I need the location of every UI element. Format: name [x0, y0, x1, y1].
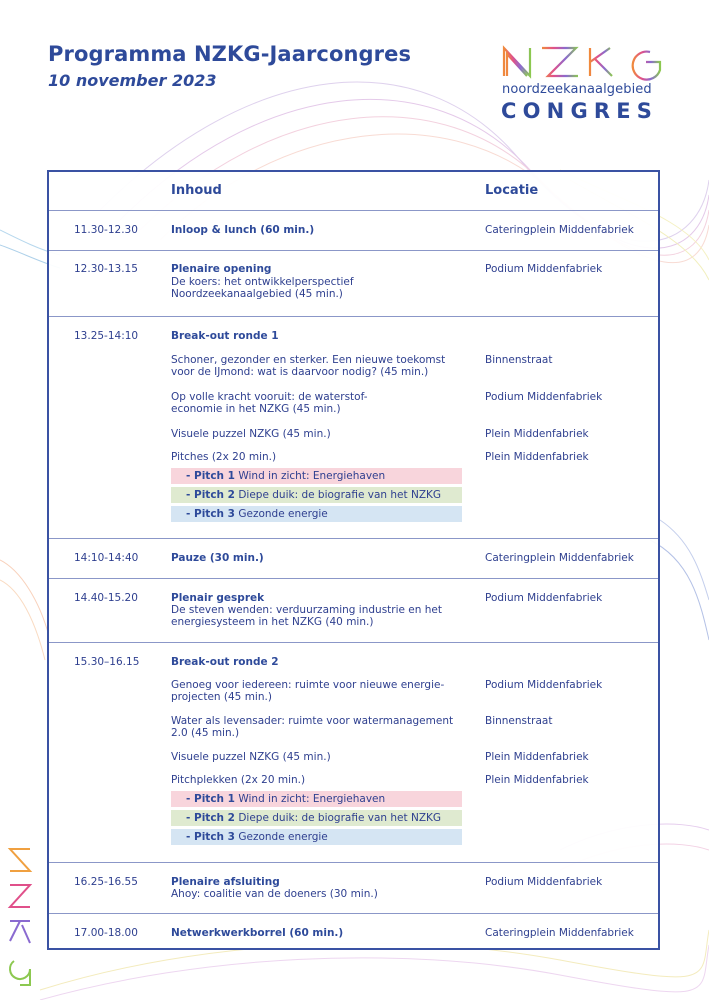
row-time: 13.25-14:10	[74, 330, 139, 342]
nzkg-side-logo-icon	[6, 845, 34, 1000]
row-location: Podium Middenfabriek	[485, 876, 603, 888]
column-header-location: Locatie	[485, 183, 539, 198]
row-title: Break-out ronde 1	[171, 330, 279, 342]
session-location: Plein Middenfabriek	[485, 451, 589, 463]
row-description: Ahoy: coalitie van de doeners (30 min.)	[171, 888, 378, 900]
row-title: Plenair gesprek	[171, 592, 265, 604]
session-title: voor de IJmond: wat is daarvoor nodig? (45 min.)	[171, 366, 429, 378]
row-location: Podium Middenfabriek	[485, 592, 603, 604]
row-title: Inloop & lunch (60 min.)	[171, 224, 315, 236]
programme-table	[47, 170, 660, 950]
session-title: Pitchplekken (2x 20 min.)	[171, 774, 306, 786]
session-title: Schoner, gezonder en sterker. Een nieuwe toekomst	[171, 354, 446, 366]
session-title: 2.0 (45 min.)	[171, 727, 240, 739]
row-time: 15.30–16.15	[74, 656, 140, 668]
pitch-text: Gezonde energie	[238, 508, 328, 520]
pitch-item	[171, 468, 462, 484]
session-title: projecten (45 min.)	[171, 691, 272, 703]
pitch-item	[171, 791, 462, 807]
pitch-label: - Pitch 3	[186, 508, 235, 520]
page-title: Programma NZKG-Jaarcongres	[48, 42, 412, 66]
pitch-text: Diepe duik: de biografie van het NZKG	[238, 812, 442, 824]
table-row	[49, 642, 658, 863]
row-title: Plenaire opening	[171, 263, 272, 275]
event-date: 10 november 2023	[48, 71, 217, 90]
pitch-label: - Pitch 1	[186, 793, 235, 805]
pitch-label: - Pitch 2	[186, 812, 235, 824]
row-time: 14:10-14:40	[74, 552, 139, 564]
column-header-content: Inhoud	[171, 183, 222, 198]
row-time: 16.25-16.55	[74, 876, 138, 888]
row-description: De koers: het ontwikkelperspectief	[171, 276, 354, 288]
row-time: 17.00-18.00	[74, 927, 138, 939]
pitch-text: Gezonde energie	[238, 831, 328, 843]
session-location: Podium Middenfabriek	[485, 679, 603, 691]
session-title: Visuele puzzel NZKG (45 min.)	[171, 428, 331, 440]
pitch-text: Diepe duik: de biografie van het NZKG	[238, 489, 442, 501]
row-title: Plenaire afsluiting	[171, 876, 280, 888]
row-location: Cateringplein Middenfabriek	[485, 927, 634, 939]
row-location: Cateringplein Middenfabriek	[485, 224, 634, 236]
table-row	[49, 538, 658, 579]
pitch-label: - Pitch 3	[186, 831, 235, 843]
row-title: Netwerkwerkborrel (60 min.)	[171, 927, 344, 939]
row-description: De steven wenden: verduurzaming industrie en het	[171, 604, 442, 616]
pitch-item	[171, 810, 462, 826]
row-time: 12.30-13.15	[74, 263, 138, 275]
session-title: Op volle kracht vooruit: de waterstof-	[171, 391, 368, 403]
table-row	[49, 210, 658, 251]
pitch-label: - Pitch 2	[186, 489, 235, 501]
session-location: Plein Middenfabriek	[485, 428, 589, 440]
session-title: Water als levensader: ruimte voor watermanagement	[171, 715, 454, 727]
session-title: Visuele puzzel NZKG (45 min.)	[171, 751, 331, 763]
row-description: Noordzeekanaalgebied (45 min.)	[171, 288, 343, 300]
pitch-item	[171, 829, 462, 845]
pitch-text: Wind in zicht: Energiehaven	[238, 470, 386, 482]
session-location: Plein Middenfabriek	[485, 751, 589, 763]
row-title: Break-out ronde 2	[171, 656, 279, 668]
table-row	[49, 250, 658, 317]
row-description: energiesysteem in het NZKG (40 min.)	[171, 616, 374, 628]
table-row	[49, 913, 658, 950]
session-location: Binnenstraat	[485, 715, 553, 727]
table-row	[49, 862, 658, 914]
pitch-label: - Pitch 1	[186, 470, 235, 482]
table-header	[49, 172, 658, 211]
table-row	[49, 578, 658, 643]
pitch-item	[171, 506, 462, 522]
row-title: Pauze (30 min.)	[171, 552, 264, 564]
pitch-text: Wind in zicht: Energiehaven	[238, 793, 386, 805]
row-location: Cateringplein Middenfabriek	[485, 552, 634, 564]
row-time: 11.30-12.30	[74, 224, 138, 236]
session-location: Plein Middenfabriek	[485, 774, 589, 786]
pitch-item	[171, 487, 462, 503]
logo-subtitle: noordzeekanaalgebied	[502, 82, 652, 97]
row-location: Podium Middenfabriek	[485, 263, 603, 275]
session-location: Podium Middenfabriek	[485, 391, 603, 403]
logo-congres: CONGRES	[501, 99, 659, 123]
row-time: 14.40-15.20	[74, 592, 138, 604]
session-title: Pitches (2x 20 min.)	[171, 451, 277, 463]
session-title: Genoeg voor iedereen: ruimte voor nieuwe energie-	[171, 679, 445, 691]
table-row	[49, 316, 658, 539]
session-title: economie in het NZKG (45 min.)	[171, 403, 341, 415]
session-location: Binnenstraat	[485, 354, 553, 366]
